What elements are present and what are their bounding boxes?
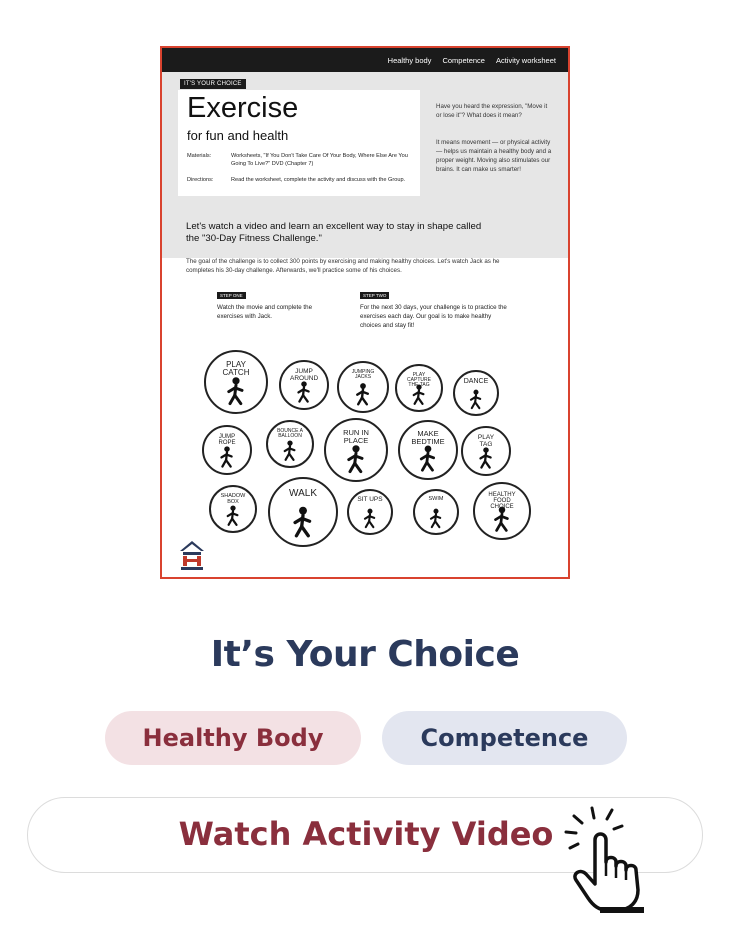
house-logo-icon (179, 540, 205, 570)
step-one-text: Watch the movie and complete the exercises with Jack. (217, 304, 313, 320)
activity-circle (453, 370, 499, 416)
worksheet-preview[interactable] (160, 46, 570, 579)
activity-label: PLAY CAPTURE THE TAG (407, 372, 431, 388)
worksheet-nav-activity: Activity worksheet (495, 55, 556, 65)
step-two-tag: STEP TWO (360, 292, 389, 299)
activity-circle (268, 477, 338, 547)
activity-label: JUMP ROPE (218, 434, 236, 446)
activity-circle (347, 489, 393, 535)
competence-button-label: Competence (420, 724, 589, 752)
activity-circle (324, 418, 388, 482)
activity-label: PLAY TAG (477, 434, 495, 448)
worksheet-intro: Let's watch a video and learn an excellent way to stay in shape called the "30-Day Fitness Challenge." (186, 221, 482, 244)
directions-value: Read the worksheet, complete the activity and discuss with the Group. (231, 177, 406, 183)
worksheet-subtitle: for fun and health (187, 128, 289, 143)
watch-video-button-label: Watch Activity Video (178, 815, 554, 853)
activity-circle (202, 425, 252, 475)
activity-label: SIT UPS (357, 496, 383, 503)
activity-label: SHADOW BOX (220, 493, 246, 505)
page-title: It’s Your Choice (210, 634, 520, 675)
worksheet-title: Exercise (187, 92, 299, 124)
activity-label: SWIM (428, 496, 444, 502)
healthy-body-button[interactable] (105, 711, 361, 765)
activity-label: JUMP AROUND (290, 368, 319, 382)
materials-label: Materials: (187, 153, 212, 159)
worksheet-goal: The goal of the challenge is to collect 300 points by exercising and making healthy choices. Let's watch Jack as he completes his 30-day challenge. Afterwards, we'll practice some of his choices. (186, 258, 500, 274)
healthy-body-button-label: Healthy Body (142, 724, 324, 752)
directions-label: Directions: (187, 177, 214, 183)
activity-circle (204, 350, 268, 414)
worksheet-topbar (162, 48, 568, 72)
hand-pointer-icon (560, 802, 670, 914)
step-two-text: For the next 30 days, your challenge is to practice the exercises each day. Our goal is to make healthy choices and stay fit! (360, 304, 507, 329)
worksheet-tag: IT'S YOUR CHOICE (180, 79, 246, 89)
activity-label: RUN IN PLACE (343, 428, 369, 445)
activity-circle (209, 485, 257, 533)
activity-label: HEALTHY FOOD CHOICE (488, 492, 516, 510)
activity-label: JUMPING JACKS (351, 369, 375, 380)
step-one-tag: STEP ONE (217, 292, 246, 299)
activity-circle (398, 420, 458, 480)
activity-label: WALK (289, 488, 317, 499)
activity-label: DANCE (463, 378, 489, 385)
competence-button[interactable] (382, 711, 627, 765)
worksheet-nav-competence: Competence (442, 55, 485, 65)
activity-circle (266, 420, 314, 468)
activity-label: MAKE BEDTIME (411, 429, 445, 446)
activity-circle (461, 426, 511, 476)
side-text-answer: It means movement — or physical activity — helps us maintain a healthy body and a proper weight. Moving also stimulates our brains. It can make us smarter! (436, 139, 552, 173)
materials-value: Worksheets, "If You Don't Take Care Of Your Body, Where Else Are You Going To Live?" DVD (Chapter 7) (231, 153, 408, 167)
activity-label: BOUNCE A BALLOON (277, 428, 303, 439)
activity-circle (279, 360, 329, 410)
activity-circle (413, 489, 459, 535)
activity-label: PLAY CATCH (222, 360, 250, 377)
worksheet-nav-healthy-body: Healthy body (387, 55, 432, 65)
activity-circle (473, 482, 531, 540)
worksheet-title-box (178, 90, 420, 196)
activity-circle (395, 364, 443, 412)
activity-circle (337, 361, 389, 413)
side-text-question: Have you heard the expression, "Move it or lose it"? What does it mean? (436, 103, 548, 119)
